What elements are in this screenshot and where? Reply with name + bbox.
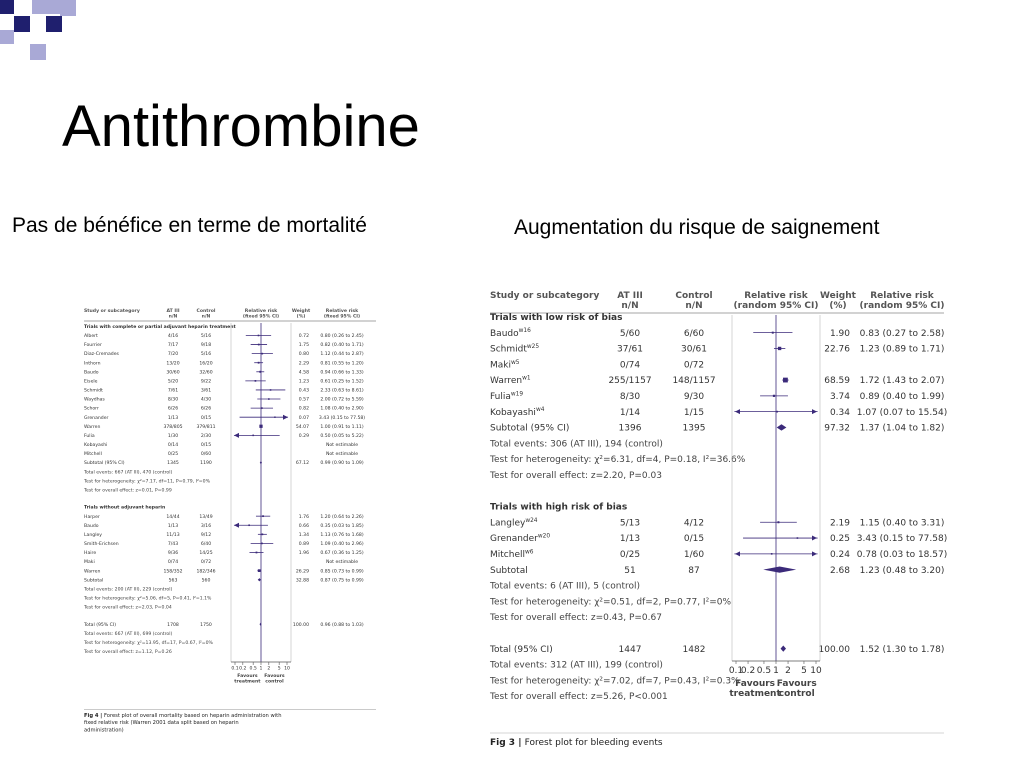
relative-risk-value: 1.23 (0.48 to 3.20) (859, 565, 945, 576)
deco-square (0, 0, 14, 14)
study-label: Inthorn (84, 361, 101, 367)
point-estimate (270, 389, 272, 391)
point-estimate (248, 524, 250, 526)
point-estimate (258, 362, 260, 364)
at3-value: 9/36 (167, 551, 179, 557)
study-label: Schmidt$^{w25}$ (490, 344, 540, 355)
weight-value: 2.29 (298, 361, 309, 367)
summary-note: Test for overall effect: z=1.12, P=0.26 (84, 650, 172, 656)
axis-tick-label: 10 (810, 666, 822, 676)
study-label: Total (95% CI) (84, 622, 117, 628)
relative-risk-value: Not estimable (325, 560, 359, 566)
column-header: Relative risk (244, 309, 278, 314)
axis-tick-label: 0.5 (756, 666, 772, 676)
axis-tick-label: 5 (277, 666, 281, 672)
relative-risk-value: 0.85 (0.73 to 0.99) (320, 569, 364, 575)
column-header: Study or subcategory (490, 291, 600, 301)
study-label: Subtotal (84, 578, 104, 584)
weight-value: 68.59 (824, 376, 850, 387)
control-value: 0/15 (200, 443, 212, 449)
weight-value: 4.58 (298, 370, 309, 376)
at3-value: 5/13 (619, 518, 641, 529)
ci-arrow (735, 409, 740, 414)
right-caption: Augmentation du risque de saignement (514, 216, 880, 239)
study-label: Total (95% CI) (490, 644, 553, 655)
control-value: 2/30 (200, 433, 212, 439)
control-value: 379/811 (196, 424, 216, 430)
control-value: 148/1157 (672, 376, 716, 387)
study-label: Kobayashi (84, 443, 108, 449)
study-label: Warren (84, 424, 101, 430)
weight-value: 26.29 (295, 569, 309, 575)
relative-risk-value: 1.37 (1.04 to 1.82) (859, 423, 945, 434)
relative-risk-value: 0.78 (0.03 to 18.57) (856, 550, 948, 560)
relative-risk-value: 2.00 (0.72 to 5.59) (320, 397, 364, 403)
weight-value: 97.32 (824, 423, 850, 434)
favours-control-label: Favours (776, 678, 817, 689)
summary-note: Test for heterogeneity: χ²=5.06, df=5, P=0.41, I²=1.1% (84, 596, 212, 602)
weight-value: 0.25 (829, 534, 850, 545)
weight-value: 0.66 (298, 523, 309, 529)
ci-arrow (283, 415, 288, 420)
summary-note: Test for overall effect: z=2.03, P=0.04 (84, 605, 172, 611)
summary-note: Test for heterogeneity: χ²=13.95, df=17, P=0.67, I²=0% (84, 640, 213, 646)
relative-risk-value: 0.96 (0.88 to 1.03) (320, 622, 364, 628)
summary-note: Total events: 312 (AT III), 199 (control) (490, 660, 663, 671)
study-label: Harper (84, 514, 100, 520)
pooled-diamond (781, 646, 786, 652)
study-label: Maki (84, 560, 95, 566)
weight-value: 67.12 (295, 461, 309, 467)
study-label: Grenander (84, 415, 109, 421)
at3-value: 4/16 (167, 334, 179, 340)
column-header: Relative risk (744, 291, 808, 301)
point-estimate (258, 344, 260, 346)
at3-value: 378/805 (163, 424, 183, 430)
weight-value: 0.29 (298, 433, 309, 439)
control-value: 30/61 (681, 344, 707, 355)
point-estimate (773, 395, 775, 397)
at3-value: 0/25 (167, 452, 179, 458)
at3-value: 1/30 (167, 433, 179, 439)
deco-square (30, 44, 46, 60)
study-label: Maki$^{w5}$ (490, 359, 520, 371)
point-estimate (776, 411, 778, 413)
point-estimate (258, 335, 260, 337)
at3-value: 1/14 (619, 407, 641, 418)
weight-value: 2.68 (829, 565, 850, 576)
axis-tick-label: 1 (773, 666, 779, 676)
control-value: 5/16 (200, 334, 212, 340)
at3-value: 255/1157 (608, 376, 652, 387)
column-header: (fixed 95% CI) (323, 314, 361, 320)
at3-value: 8/30 (167, 397, 179, 403)
at3-value: 13/20 (166, 361, 180, 367)
control-value: 3/16 (200, 523, 212, 529)
weight-value: 32.88 (295, 578, 309, 584)
column-header: n/N (201, 314, 211, 320)
study-label: Schorr (84, 406, 99, 412)
at3-value: 8/30 (619, 392, 641, 402)
weight-value: 1.90 (829, 328, 850, 339)
weight-value: 0.57 (298, 397, 309, 403)
weight-value: 0.43 (298, 388, 309, 394)
axis-tick-label: 0.2 (239, 666, 247, 672)
relative-risk-value: 3.43 (0.15 to 77.58) (318, 415, 366, 421)
point-estimate (772, 332, 774, 334)
favours-treatment-label: Favours (237, 674, 258, 680)
relative-risk-value: 0.61 (0.25 to 1.52) (320, 379, 364, 385)
column-header: Relative risk (870, 291, 934, 301)
at3-value: 7/20 (167, 352, 179, 358)
control-value: 13/49 (199, 514, 213, 520)
at3-value: 1/13 (167, 415, 179, 421)
pooled-diamond (763, 567, 796, 573)
ci-arrow (735, 551, 740, 556)
point-estimate (777, 521, 779, 523)
pooled-diamond (258, 578, 261, 581)
relative-risk-value: 2.33 (0.63 to 8.61) (320, 388, 364, 394)
at3-value: 6/26 (167, 406, 179, 412)
study-label: Langley (84, 532, 103, 538)
weight-value: 0.24 (829, 550, 850, 560)
point-estimate (252, 435, 254, 437)
weight-value: 1.76 (298, 514, 309, 520)
control-value: 0/72 (200, 560, 212, 566)
weight-value: 54.07 (295, 424, 309, 430)
relative-risk-value: 1.15 (0.40 to 3.31) (859, 518, 945, 529)
study-label: Diaz-Cremades (84, 352, 119, 358)
at3-value: 0/14 (167, 443, 179, 449)
favours-control-label: control (265, 679, 284, 685)
point-estimate (771, 553, 773, 555)
section-title: Trials with high risk of bias (490, 502, 628, 513)
deco-square (14, 16, 30, 32)
forest-plot-mortality (80, 300, 380, 740)
study-label: Warren$^{w1}$ (490, 375, 531, 387)
column-header: Control (675, 291, 713, 301)
column-header: Study or subcategory (84, 309, 140, 314)
study-label: Schmidt (84, 388, 103, 394)
study-label: Mitchell$^{w6}$ (490, 549, 534, 560)
deco-square (46, 0, 60, 14)
study-label: Mitchell (84, 452, 102, 458)
at3-value: 7/17 (167, 343, 179, 349)
control-value: 6/40 (200, 542, 212, 548)
column-header: Relative risk (325, 309, 359, 314)
at3-value: 14/44 (166, 514, 180, 520)
at3-value: 5/60 (619, 328, 641, 339)
relative-risk-value: 0.99 (0.90 to 1.09) (320, 461, 364, 467)
forest-plot-bleeding (486, 283, 948, 753)
control-value: 0/60 (200, 452, 212, 458)
study-label: Fourrier (84, 343, 102, 349)
summary-note: Test for overall effect: z=0.43, P=0.67 (490, 613, 662, 624)
control-value: 4/30 (200, 397, 212, 403)
study-label: Waydhas (84, 397, 105, 403)
axis-tick-label: 0.1 (231, 666, 239, 672)
control-value: 16/20 (199, 361, 213, 367)
study-label: Grenander$^{w20}$ (490, 533, 551, 545)
relative-risk-value: 0.80 (0.26 to 2.45) (320, 334, 364, 340)
study-label: Baudo (84, 370, 99, 376)
control-value: 0/15 (683, 534, 705, 545)
control-value: 6/26 (200, 406, 212, 412)
figure-caption: Fig 3 | Forest plot for bleeding events (490, 738, 663, 748)
deco-square (32, 0, 46, 14)
point-estimate (258, 569, 261, 572)
relative-risk-value: 0.50 (0.05 to 5.22) (320, 433, 364, 439)
study-label: Albert (84, 334, 98, 340)
study-label: Baudo (84, 523, 99, 529)
at3-value: 30/60 (166, 370, 180, 376)
point-estimate (256, 552, 258, 554)
column-header: (random 95% CI) (733, 301, 819, 311)
at3-value: 37/61 (617, 344, 643, 355)
relative-risk-value: 1.00 (0.91 to 1.11) (320, 424, 364, 430)
favours-treatment-label: Favours (735, 678, 776, 689)
axis-tick-label: 2 (785, 666, 791, 676)
summary-note: Test for heterogeneity: χ²=6.31, df=4, P=0.18, I²=36.6% (490, 455, 746, 466)
point-estimate (262, 515, 264, 517)
relative-risk-value: Not estimable (325, 452, 359, 458)
relative-risk-value: 0.81 (0.55 to 1.20) (320, 361, 364, 367)
column-header: Control (196, 309, 216, 314)
favours-treatment-label: treatment (234, 679, 261, 685)
relative-risk-value: 3.43 (0.15 to 77.58) (856, 534, 948, 545)
control-value: 1750 (200, 622, 212, 628)
deco-square (0, 30, 14, 44)
weight-value: 0.89 (298, 542, 309, 548)
ci-arrow (812, 409, 817, 414)
at3-value: 5/20 (167, 379, 179, 385)
axis-tick-label: 1 (259, 666, 263, 672)
point-estimate (274, 416, 275, 417)
weight-value: 100.00 (292, 622, 309, 628)
study-label: Subtotal (490, 565, 528, 576)
favours-control-label: control (778, 688, 815, 699)
summary-note: Test for heterogeneity: χ²=0.51, df=2, P=0.77, I²=0% (490, 597, 732, 608)
control-value: 1/60 (683, 550, 705, 560)
at3-value: 0/74 (167, 560, 179, 566)
summary-note: Total events: 200 (AT III), 229 (control) (84, 587, 173, 593)
weight-value: 0.72 (298, 334, 309, 340)
point-estimate (261, 353, 263, 355)
control-value: 0/72 (683, 360, 705, 371)
control-value: 0/15 (200, 415, 212, 421)
point-estimate (778, 347, 781, 350)
study-label: Subtotal (95% CI) (84, 461, 125, 467)
column-header: AT III (617, 291, 643, 301)
at3-value: 11/13 (166, 532, 180, 538)
summary-note: Test for overall effect: z=0.01, P=0.99 (84, 488, 172, 494)
deco-square (46, 16, 62, 32)
axis-tick-label: 10 (284, 666, 290, 672)
study-label: Langley$^{w24}$ (490, 517, 538, 529)
control-value: 9/12 (200, 532, 212, 538)
column-header: (%) (829, 301, 847, 311)
relative-risk-value: 1.13 (0.76 to 1.68) (320, 532, 364, 538)
summary-note: Total events: 306 (AT III), 194 (control) (490, 439, 663, 450)
relative-risk-value: 1.72 (1.43 to 2.07) (859, 376, 945, 387)
control-value: 6/60 (683, 328, 705, 339)
relative-risk-value: 0.35 (0.03 to 1.85) (320, 523, 364, 529)
relative-risk-value: 0.83 (0.27 to 2.58) (859, 328, 945, 339)
axis-tick-label: 0.1 (728, 666, 744, 676)
favours-control-label: Favours (264, 674, 285, 680)
weight-value: 0.80 (298, 352, 309, 358)
study-label: Baudo$^{w16}$ (490, 328, 531, 339)
axis-tick-label: 0.5 (249, 666, 257, 672)
point-estimate (262, 533, 264, 535)
study-label: Subtotal (95% CI) (490, 423, 570, 434)
at3-value: 1/13 (619, 534, 641, 545)
at3-value: 7/61 (167, 388, 179, 394)
relative-risk-value: 1.12 (0.44 to 2.87) (320, 352, 364, 358)
control-value: 560 (201, 578, 211, 584)
ci-arrow (234, 433, 239, 438)
summary-note: Test for heterogeneity: χ²=7.02, df=7, P=0.43, I²=0.3% (490, 676, 740, 687)
control-value: 9/18 (200, 343, 212, 349)
deco-square (62, 30, 76, 44)
at3-value: 1345 (167, 461, 179, 467)
weight-value: 100.00 (818, 644, 850, 655)
study-label: Fulia (84, 433, 95, 439)
weight-value: 3.74 (829, 392, 850, 402)
ci-arrow (812, 551, 817, 556)
weight-value: 0.07 (298, 415, 309, 421)
relative-risk-value: 1.08 (0.40 to 2.90) (320, 406, 364, 412)
column-header: (fixed 95% CI) (242, 314, 280, 320)
figure-caption: Fig 4 | Forest plot of overall mortality based on heparin administration with fixed relative risk (Warren 2001 data split based on heparin administration) (84, 713, 282, 734)
control-value: 1190 (200, 461, 212, 467)
control-value: 87 (688, 565, 700, 576)
pooled-diamond (777, 424, 787, 430)
favours-treatment-label: treatment (729, 688, 781, 699)
relative-risk-value: 1.09 (0.40 to 2.96) (320, 542, 364, 548)
at3-value: 51 (624, 565, 636, 576)
ci-arrow (234, 523, 239, 528)
relative-risk-value: 0.94 (0.66 to 1.33) (320, 370, 364, 376)
control-value: 1395 (682, 423, 706, 434)
relative-risk-value: 1.07 (0.07 to 15.54) (856, 407, 948, 418)
summary-note: Test for overall effect: z=5.26, P<0.001 (490, 692, 668, 703)
section-title: Trials without adjuvant heparin (84, 505, 166, 511)
control-value: 1/15 (683, 407, 705, 418)
summary-note: Total events: 6 (AT III), 5 (control) (490, 581, 641, 592)
control-value: 9/22 (200, 379, 212, 385)
at3-value: 1396 (618, 423, 642, 434)
study-label: Warren (84, 569, 101, 575)
column-header: n/N (685, 301, 703, 311)
summary-note: Total events: 667 (AT III), 699 (control) (84, 631, 173, 637)
at3-value: 158/352 (163, 569, 183, 575)
at3-value: 1447 (618, 644, 642, 655)
control-value: 32/60 (199, 370, 213, 376)
relative-risk-value: Not estimable (325, 443, 359, 449)
control-value: 14/25 (199, 551, 213, 557)
slide-title: Antithrombine (62, 94, 420, 159)
deco-square (60, 0, 76, 16)
column-header: (random 95% CI) (859, 301, 945, 311)
axis-tick-label: 5 (801, 666, 807, 676)
relative-risk-value: 0.67 (0.36 to 1.25) (320, 551, 364, 557)
at3-value: 0/74 (619, 360, 641, 371)
column-header: n/N (168, 314, 178, 320)
control-value: 3/61 (200, 388, 212, 394)
study-label: Smith-Erichsen (84, 542, 119, 548)
relative-risk-value: 0.87 (0.75 to 0.99) (320, 578, 364, 584)
relative-risk-value: 0.89 (0.40 to 1.99) (859, 392, 945, 402)
at3-value: 1/13 (167, 523, 179, 529)
column-header: (%) (296, 314, 306, 320)
relative-risk-value: 1.20 (0.64 to 2.26) (320, 514, 364, 520)
left-caption: Pas de bénéfice en terme de mortalité (12, 214, 367, 237)
weight-value: 1.34 (298, 532, 309, 538)
study-label: Kobayashi$^{w4}$ (490, 407, 545, 418)
control-value: 182/346 (196, 569, 216, 575)
summary-note: Test for overall effect: z=2.20, P=0.03 (490, 471, 662, 481)
column-header: n/N (621, 301, 639, 311)
section-title: Trials with low risk of bias (490, 313, 623, 323)
column-header: Weight (820, 291, 856, 301)
weight-value: 2.19 (829, 518, 850, 529)
column-header: Weight (291, 309, 311, 314)
weight-value: 1.75 (298, 343, 309, 349)
point-estimate (783, 378, 788, 383)
relative-risk-value: 0.82 (0.40 to 1.71) (320, 343, 364, 349)
at3-value: 7/43 (167, 542, 179, 548)
study-label: Haire (84, 551, 97, 557)
weight-value: 22.76 (824, 344, 850, 355)
axis-tick-label: 2 (267, 666, 271, 672)
control-value: 4/12 (683, 518, 705, 529)
weight-value: 1.23 (298, 379, 309, 385)
control-value: 5/16 (200, 352, 212, 358)
at3-value: 0/25 (619, 550, 641, 560)
weight-value: 1.96 (298, 551, 309, 557)
point-estimate (255, 380, 257, 382)
control-value: 9/30 (683, 392, 705, 402)
at3-value: 563 (168, 578, 178, 584)
weight-value: 0.82 (298, 406, 309, 412)
summary-note: Test for heterogeneity: χ²=7.17, df=11, P=0.79, I²=0% (84, 479, 210, 485)
ci-arrow (812, 536, 817, 541)
weight-value: 0.34 (829, 407, 850, 418)
relative-risk-value: 1.52 (1.30 to 1.78) (859, 644, 945, 655)
relative-risk-value: 1.23 (0.89 to 1.71) (859, 344, 945, 355)
column-header: AT III (166, 309, 180, 314)
point-estimate (268, 398, 270, 400)
study-label: Eisele (84, 379, 98, 385)
section-title: Trials with complete or partial adjuvant heparin treatment (84, 325, 236, 330)
axis-tick-label: 0.2 (740, 666, 756, 676)
study-label: Fulia$^{w19}$ (490, 391, 524, 402)
point-estimate (797, 537, 799, 539)
control-value: 1482 (682, 644, 706, 655)
at3-value: 1708 (167, 622, 179, 628)
summary-note: Total events: 667 (AT III), 470 (control) (84, 470, 173, 476)
